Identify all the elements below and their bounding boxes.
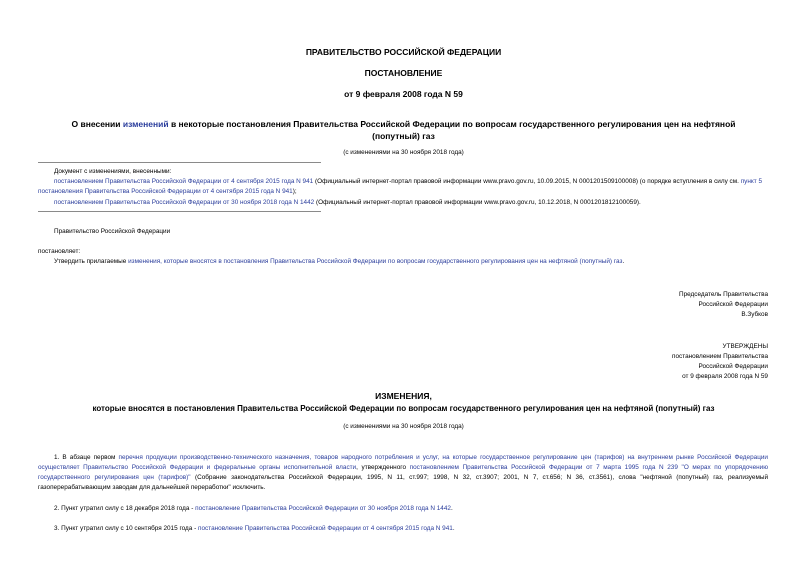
- amendment-1-link[interactable]: постановлением Правительства Российской Федерации от 4 сентября 2015 года N 941: [54, 178, 314, 185]
- approved-label: УТВЕРЖДЕНЫ: [722, 343, 768, 350]
- amendments-intro: Документ с изменениями, внесенными:: [54, 168, 172, 175]
- government-subject: Правительство Российской Федерации: [54, 228, 171, 235]
- approved-line-2: постановлением Правительства: [672, 353, 768, 360]
- change-paragraph-2: [54, 504, 768, 514]
- document-title: [70, 118, 737, 142]
- approve-changes-link[interactable]: изменения, которые вносятся в постановления Правительства Российской Федерации по вопросам государственного регулирования цен на нефтяной (попутный) газ: [128, 258, 623, 265]
- p2-prefix: 2. Пункт утратил силу с 18 декабря 2018 года -: [54, 505, 196, 512]
- amendment-2-text: (Официальный интернет-портал правовой информации www.pravo.gov.ru, 10.12.2018, N 0001201812100059).: [314, 199, 641, 206]
- p3-prefix: 3. Пункт утратил силу с 10 сентября 2015 года -: [54, 525, 199, 532]
- amendment-2-link[interactable]: постановлением Правительства Российской Федерации от 30 ноября 2018 года N 1442: [54, 199, 315, 206]
- changes-amended-note: (с изменениями на 30 ноября 2018 года): [343, 423, 464, 430]
- change-paragraph-1: [38, 453, 768, 493]
- amendment-item-2: [54, 198, 768, 208]
- title-suffix: в некоторые постановления Правительства Российской Федерации по вопросам государственного регулирования цен на нефтяной (попутный) газ: [168, 119, 736, 141]
- approved-line-4: от 9 февраля 2008 года N 59: [682, 373, 768, 380]
- approve-end: .: [622, 258, 625, 265]
- changes-heading: ИЗМЕНЕНИЯ,: [375, 391, 432, 401]
- amendment-item-1: [38, 177, 768, 197]
- approve-paragraph: [54, 257, 768, 267]
- government-heading: ПРАВИТЕЛЬСТВО РОССИЙСКОЙ ФЕДЕРАЦИИ: [305, 47, 502, 57]
- p1-list-link[interactable]: перечня продукции производственно-технического назначения, товаров народного потребления и услуг, на которые государственное регулирование цен (тарифов) на внутреннем рынке Российской Федерации осуществляет Правительство Российской Федерации и федеральные органы исполнительной власти: [38, 454, 768, 471]
- signature-name: В.Зубков: [741, 311, 768, 318]
- p1-prefix: 1. В абзаце первом: [54, 454, 119, 461]
- signature-title-2: Российской Федерации: [698, 301, 768, 308]
- amendment-1-text: (Официальный интернет-портал правовой информации www.pravo.gov.ru, 10.09.2015, N 0001201509100008) (о порядке вступления в силу см.: [313, 178, 741, 185]
- resolves-text: постановляет:: [38, 248, 81, 255]
- doc-date-number: от 9 февраля 2008 года N 59: [344, 89, 463, 99]
- amendment-1-end: );: [292, 188, 297, 195]
- p2-resolution-link[interactable]: постановление Правительства Российской Федерации от 30 ноября 2018 года N 1442: [195, 505, 451, 512]
- signature-title-1: Председатель Правительства: [679, 291, 768, 298]
- doc-type-heading: ПОСТАНОВЛЕНИЕ: [364, 68, 443, 78]
- p3-resolution-link[interactable]: постановление Правительства Российской Федерации от 4 сентября 2015 года N 941: [198, 525, 453, 532]
- change-paragraph-3: [54, 524, 768, 534]
- approve-prefix: Утвердить прилагаемые: [54, 258, 129, 265]
- changes-subheading: которые вносятся в постановления Правительства Российской Федерации по вопросам государственного регулирования цен на нефтяной (попутный) газ: [92, 404, 715, 413]
- p1-end: (Собрание законодательства Российской Федерации, 1995, N 11, ст.997; 1998, N 32, ст.3907; 2001, N 7, ст.656; N 36, ст.3561), слова "нефтяной (попутный) газ, реализуемый газоперерабатывающим заводам для дальнейшей переработки" исключить.: [38, 474, 769, 491]
- p2-end: .: [450, 505, 453, 512]
- title-amended-note: (с изменениями на 30 ноября 2018 года): [343, 149, 464, 156]
- divider-top: [38, 162, 321, 163]
- title-prefix: О внесении: [71, 119, 123, 129]
- amendment-1-link-2[interactable]: пункт 5 постановления Правительства Российской Федерации от 4 сентября 2015 года N 941: [38, 178, 763, 195]
- title-changes-link[interactable]: изменений: [122, 119, 169, 129]
- p3-end: .: [452, 525, 455, 532]
- p1-mid: , утвержденного: [356, 464, 410, 471]
- divider-bottom: [38, 211, 321, 212]
- approved-line-3: Российской Федерации: [698, 363, 768, 370]
- p1-resolution-link[interactable]: постановлением Правительства Российской Федерации от 7 марта 1995 года N 239 "О мерах по упорядочению государственного регулирования цен (тарифов)": [38, 464, 769, 481]
